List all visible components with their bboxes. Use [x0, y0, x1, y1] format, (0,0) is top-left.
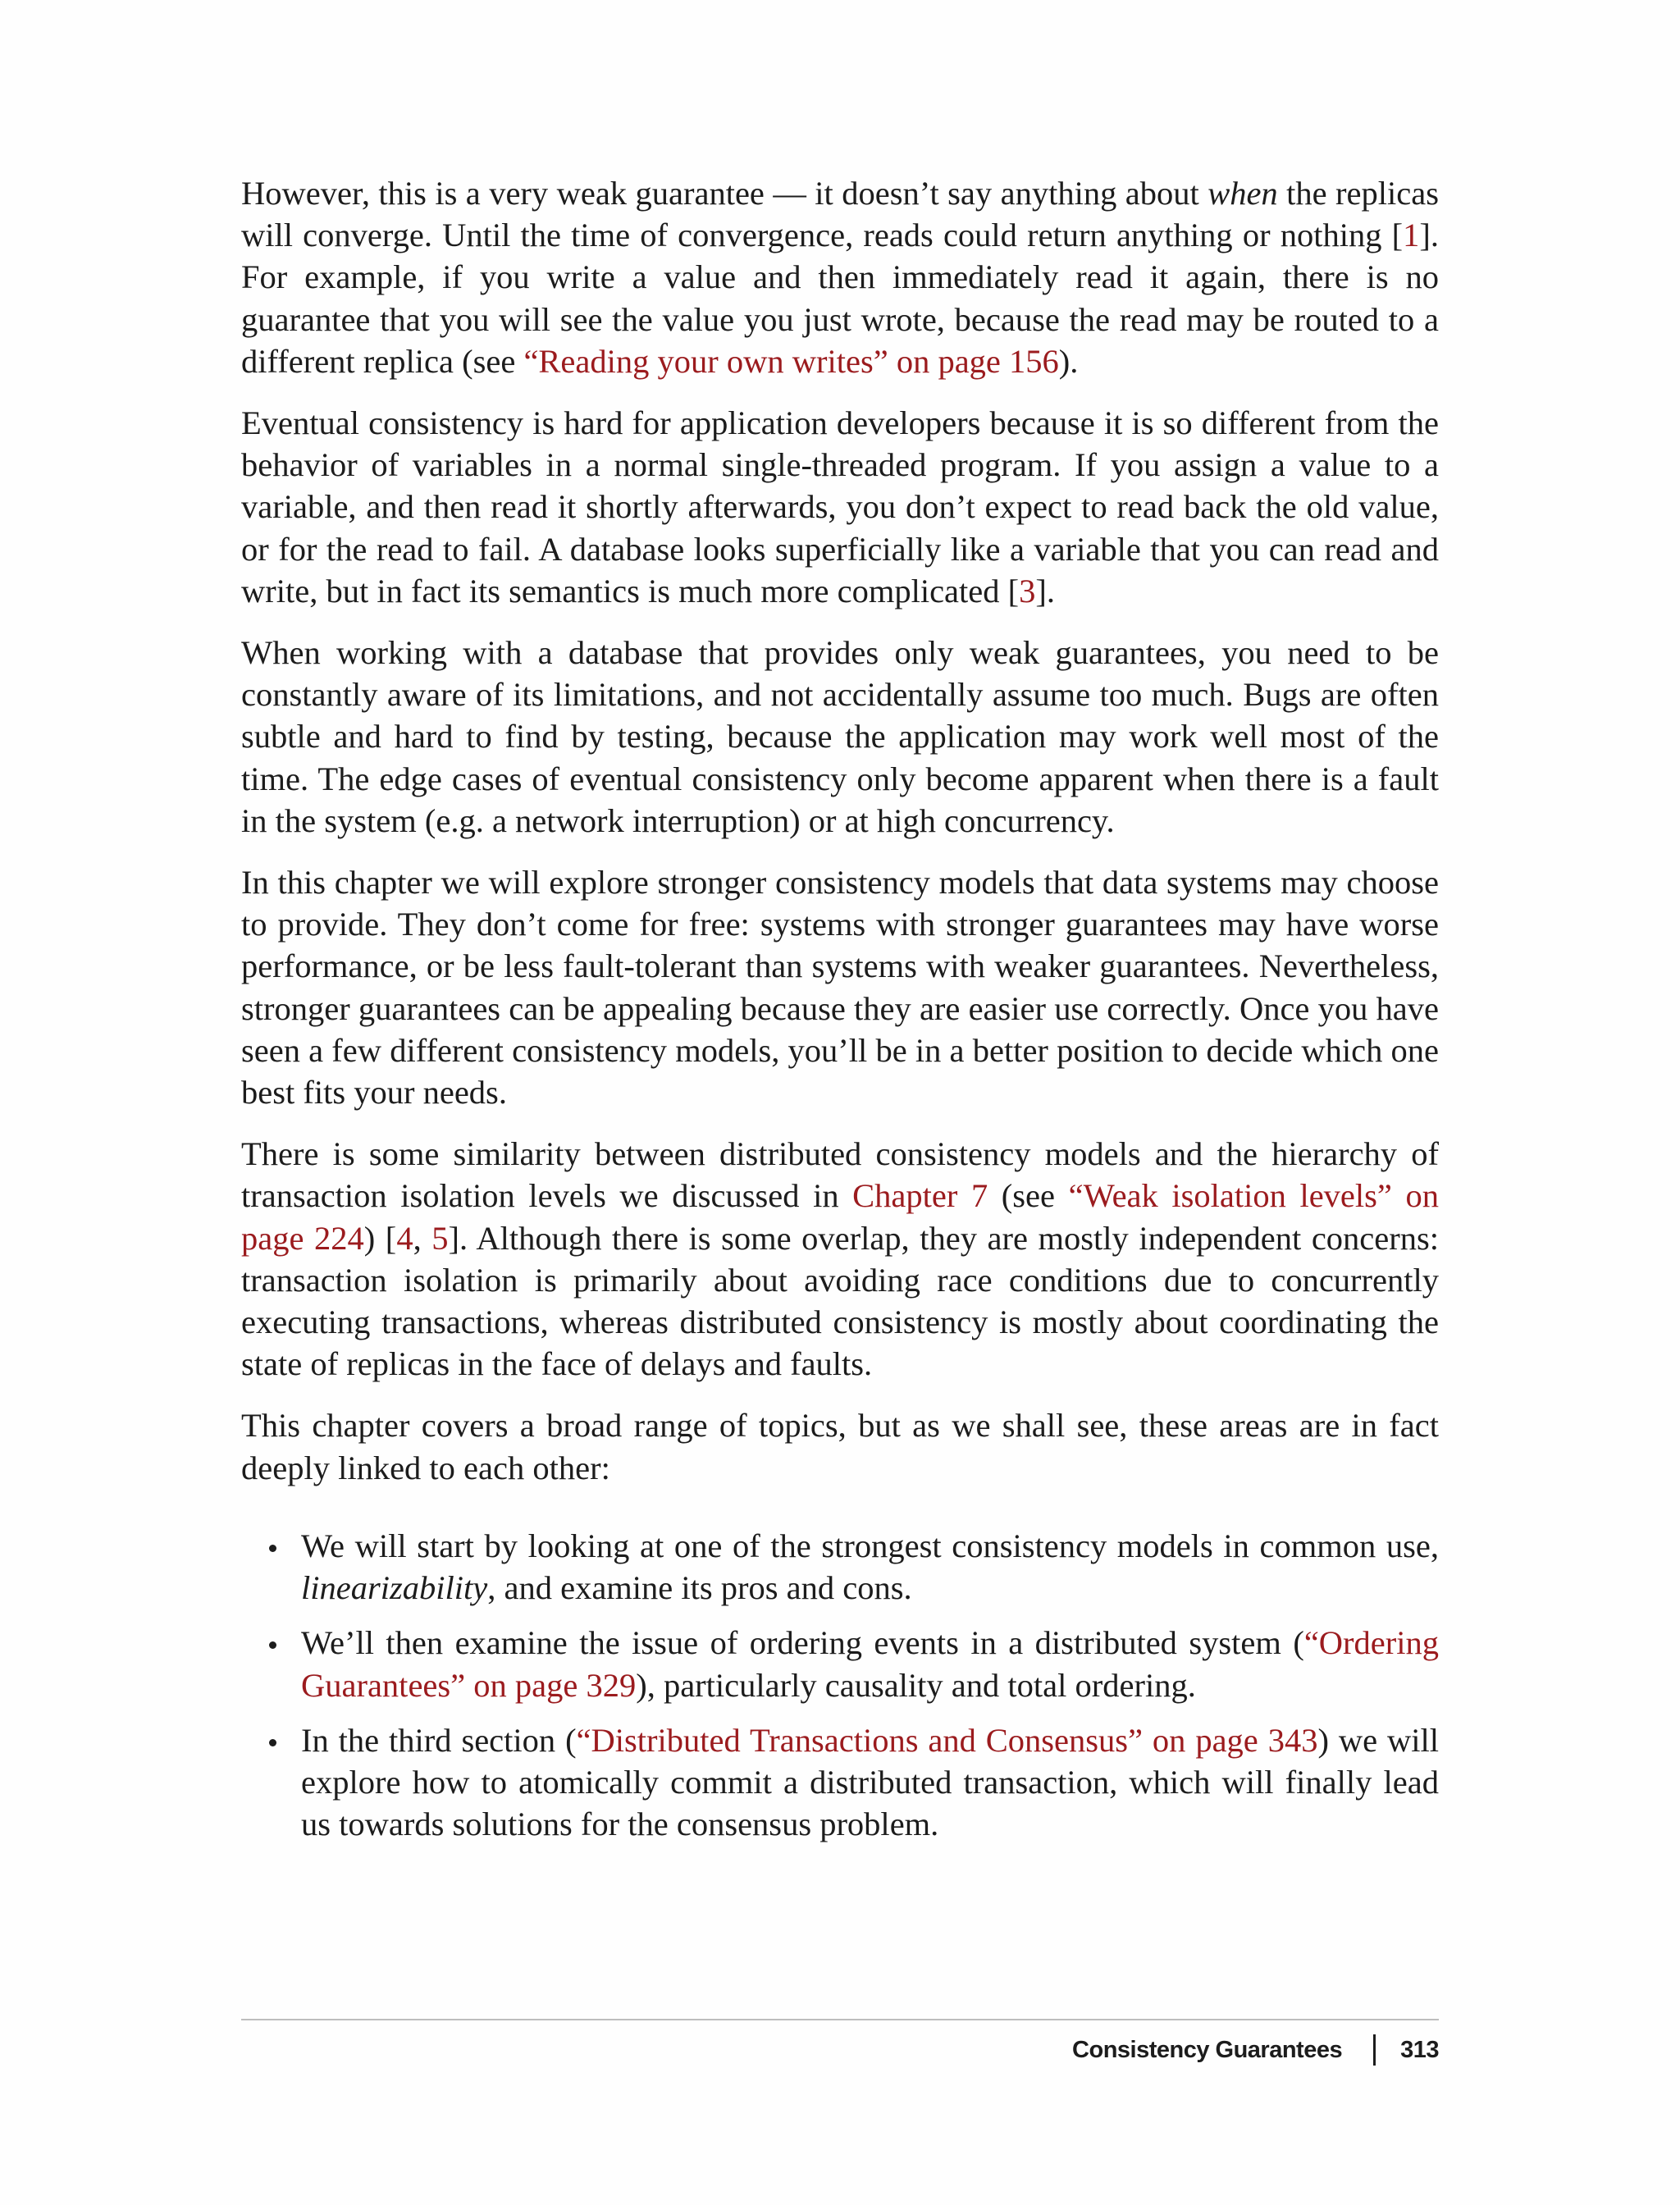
list-item [241, 1622, 1439, 1705]
bullet-icon [269, 1641, 276, 1649]
paragraph-chapter-topics: This chapter covers a broad range of topics, but as we shall see, these areas are in fact deeply linked to each other: [241, 1407, 1439, 1486]
text-run: In the third section ( [301, 1721, 577, 1759]
footer-separator [1373, 2034, 1376, 2066]
text-run: ), particularly causality and total ordering. [636, 1666, 1196, 1704]
text-run: ]. Although there is some overlap, they are mostly independent concerns: transaction isolation is primarily about avoiding race conditions due to concurrently executing transactions, whereas distributed consistency is mostly about coordinating the state of replicas in the face of delays and faults. [241, 1219, 1440, 1383]
page-number: 313 [1400, 2036, 1439, 2063]
running-footer [1072, 2029, 1439, 2070]
paragraph-isolation-similarity [241, 1133, 1439, 1385]
text-run: However, this is a very weak guarantee — it doesn’t say anything about [241, 175, 1208, 212]
footer-divider [241, 2019, 1439, 2020]
text-run: We will start by looking at one of the strongest consistency models in common use, [301, 1527, 1439, 1564]
citation-link[interactable]: 4 [396, 1219, 413, 1257]
text-run: We’ll then examine the issue of ordering events in a distributed system ( [301, 1624, 1304, 1662]
text-run: , and examine its pros and cons. [487, 1569, 912, 1607]
text-run: (see [988, 1177, 1069, 1215]
emphasis-linearizability: linearizability [301, 1569, 488, 1607]
paragraph-stronger-models: In this chapter we will explore stronger consistency models that data systems may choose to provide. They don’t come for free: systems with stronger guarantees may have worse performance, or be less fault-tolerant than systems with weaker guarantees. Nevertheless, stronger guarantees can be appealing because they are easier use correctly. Once you have seen a few different consistency models, you’ll be in a better position to decide which one best fits your needs. [241, 864, 1439, 1112]
text-run: the replicas will converge. Until the time of convergence, reads could return anything or nothing [ [241, 175, 1439, 254]
text-run: There is some similarity between distributed consistency models and the hierarchy of transaction isolation levels we discussed in [241, 1135, 1439, 1215]
list-item [241, 1525, 1439, 1609]
text-run: ]. For example, if you write a value and then immediately read it again, there is no guarantee that you will see the value you just wrote, because the read may be routed to a different replica (see [241, 217, 1439, 380]
cross-reference-link[interactable]: “Ordering Guarantees” on page 329 [301, 1624, 1439, 1704]
bullet-icon [269, 1545, 276, 1552]
chapter-link[interactable]: Chapter 7 [852, 1177, 988, 1215]
citation-link[interactable]: 3 [1019, 572, 1036, 609]
text-run: ). [1058, 342, 1079, 380]
footer-section-title: Consistency Guarantees [1072, 2036, 1343, 2063]
list-item [241, 1719, 1439, 1846]
text-run: ) we will explore how to atomically commit a distributed transaction, which will finally lead us towards solutions for the consensus problem. [301, 1721, 1439, 1843]
bullet-icon [269, 1739, 276, 1746]
text-run: , [413, 1219, 432, 1257]
cross-reference-link[interactable]: “Weak isolation levels” on page 224 [241, 1177, 1439, 1257]
citation-link[interactable]: 5 [431, 1219, 449, 1257]
topic-list [241, 1525, 1439, 1845]
cross-reference-link[interactable]: “Distributed Transactions and Consensus” on page 343 [576, 1721, 1318, 1759]
paragraph-eventual-hard [241, 402, 1439, 612]
paragraph-weak-guarantees: When working with a database that provides only weak guarantees, you need to be constantly aware of its limitations, and not accidentally assume too much. Bugs are often subtle and hard to find by testing, because the application may work well most of the time. The edge cases of eventual consistency only become apparent when there is a fault in the system (e.g. a network interruption) or at high concurrency. [241, 634, 1439, 839]
text-run: Eventual consistency is hard for application developers because it is so different from the behavior of variables in a normal single-threaded program. If you assign a value to a variable, and then read it shortly afterwards, you don’t expect to read back the old value, or for the read to fail. A database looks superficially like a variable that you can read and write, but in fact its semantics is much more complicated [ [241, 404, 1439, 609]
paragraph-eventual-weak-guarantee [241, 172, 1439, 382]
emphasis-when: when [1208, 175, 1278, 212]
text-run: ]. [1035, 572, 1055, 609]
citation-link[interactable]: 1 [1403, 217, 1420, 254]
cross-reference-link[interactable]: “Reading your own writes” on page 156 [523, 342, 1059, 380]
text-run: ) [ [363, 1219, 397, 1257]
page-body [241, 172, 1439, 1858]
